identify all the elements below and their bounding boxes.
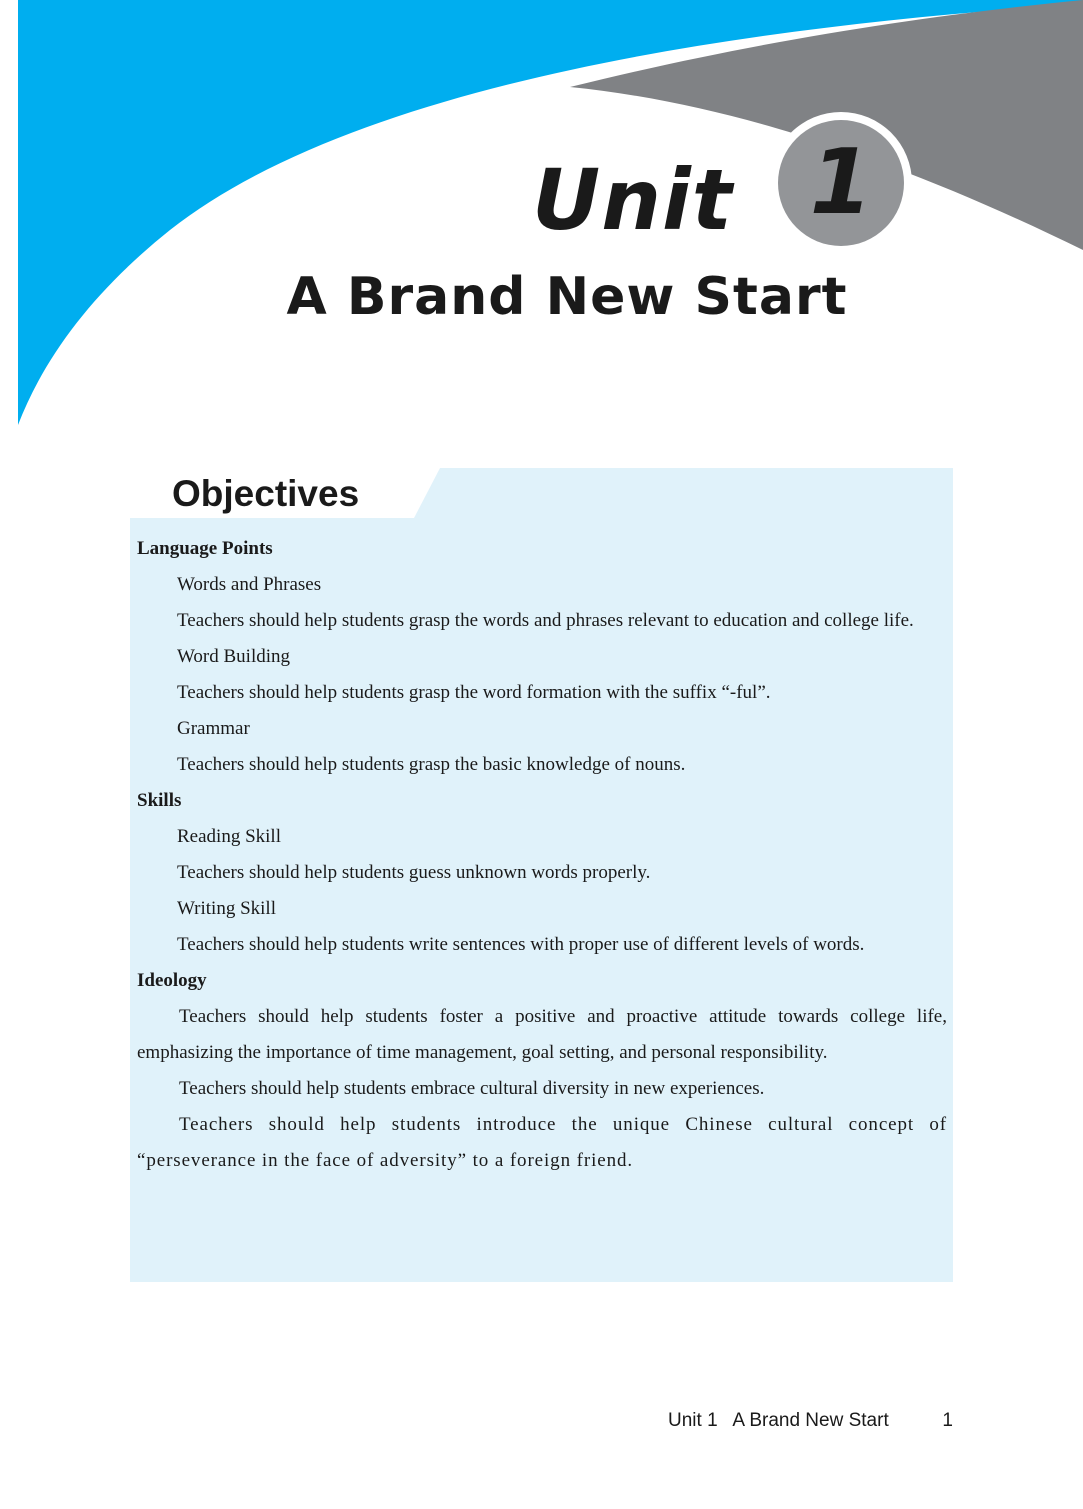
footer-running-title: Unit 1 A Brand New Start (668, 1410, 889, 1431)
item-label-writing-skill: Writing Skill (177, 898, 276, 919)
item-text-reading-skill: Teachers should help students guess unknown words properly. (177, 862, 651, 883)
item-text-words-and-phrases: Teachers should help students grasp the words and phrases relevant to education and college life. (177, 610, 914, 631)
item-label-grammar: Grammar (177, 718, 250, 739)
item-label-words-and-phrases: Words and Phrases (177, 574, 322, 595)
ideology-paragraph: Teachers should help students embrace cultural diversity in new experiences. (179, 1078, 765, 1099)
objectives-content (137, 531, 947, 1179)
item-label-word-building: Word Building (177, 646, 290, 667)
section-title-ideology: Ideology (137, 970, 207, 991)
unit-label: Unit (532, 151, 733, 249)
item-text-word-building: Teachers should help students grasp the word formation with the suffix “-ful”. (177, 682, 771, 703)
page-number: 1 (942, 1410, 953, 1431)
section-title-skills: Skills (137, 790, 182, 811)
item-text-writing-skill: Teachers should help students write sentences with proper use of different levels of words. (177, 934, 865, 955)
unit-title: A Brand New Start (286, 267, 848, 327)
ideology-paragraph: Teachers should help students foster a positive and proactive attitude towards college life, emphasizing the importance of time management, goal setting, and personal responsibility. (137, 1006, 947, 1063)
ideology-paragraph: Teachers should help students introduce the unique Chinese cultural concept of “perseverance in the face of adversity” to a foreign friend. (137, 1114, 947, 1171)
section-title-language-points: Language Points (137, 538, 273, 559)
item-text-grammar: Teachers should help students grasp the basic knowledge of nouns. (177, 754, 686, 775)
page-footer (668, 1408, 953, 1434)
objectives-heading: Objectives (172, 473, 360, 514)
item-label-reading-skill: Reading Skill (177, 826, 281, 847)
unit-number: 1 (809, 130, 873, 235)
